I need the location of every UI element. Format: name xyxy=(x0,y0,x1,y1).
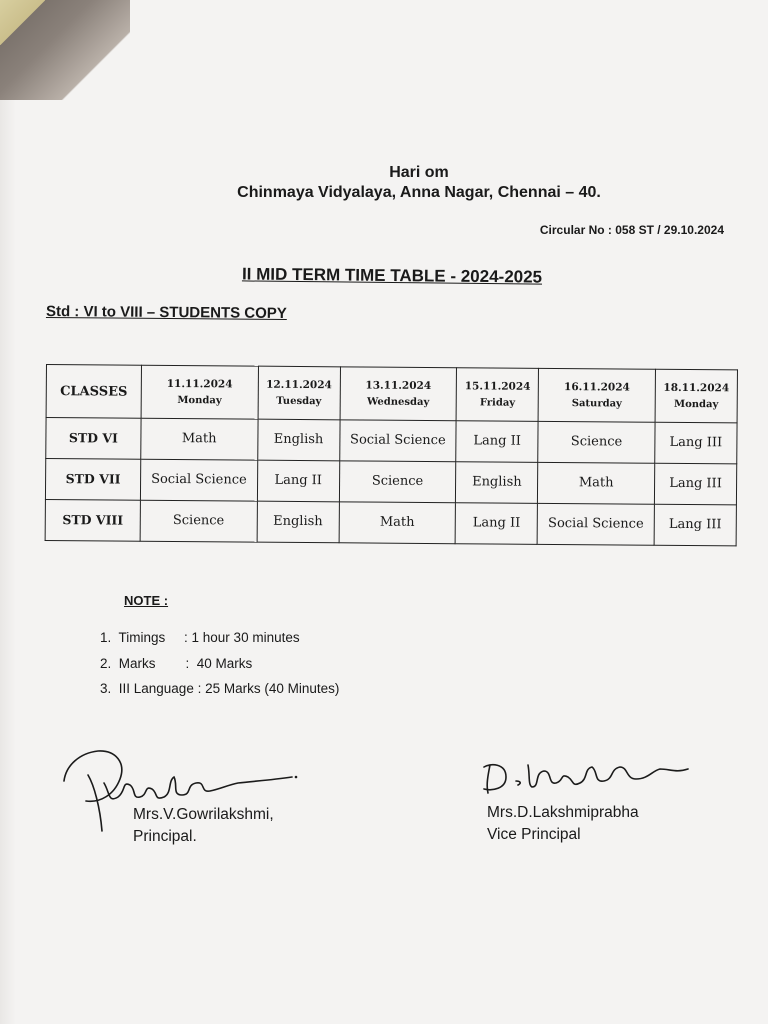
subject-cell: Social Science xyxy=(140,459,257,501)
date-header xyxy=(655,369,737,423)
subject-cell: Science xyxy=(339,461,456,503)
school-name: Chinmaya Vidyalaya, Anna Nagar, Chennai – 40. xyxy=(237,184,601,201)
vice-principal-role: Vice Principal xyxy=(487,826,581,843)
principal-role: Principal. xyxy=(133,828,197,845)
subject-cell: Social Science xyxy=(339,420,456,462)
subject-cell: English xyxy=(257,419,339,461)
subject-cell: Lang II xyxy=(455,503,537,545)
note-item: 3. III Language : 25 Marks (40 Minutes) xyxy=(100,681,340,696)
header-day: Tuesday xyxy=(276,395,322,408)
standard-line: Std : VI to VIII – STUDENTS COPY xyxy=(45,302,287,323)
note-item: 2. Marks : 40 Marks xyxy=(100,655,253,671)
subject-cell: Lang III xyxy=(654,463,736,505)
note-list xyxy=(100,625,339,702)
vice-principal-signature xyxy=(476,755,706,800)
header-date: 18.11.2024 xyxy=(663,381,730,395)
subject-cell: English xyxy=(456,462,538,504)
table-row xyxy=(45,459,736,505)
subject-cell: Science xyxy=(538,421,655,463)
header-day: Saturday xyxy=(571,398,622,410)
table-header-row xyxy=(46,365,737,423)
class-cell: STD VIII xyxy=(45,499,140,541)
date-header xyxy=(141,365,258,419)
header-date: 15.11.2024 xyxy=(464,380,531,393)
subject-cell: Science xyxy=(140,500,257,542)
page-title: II MID TERM TIME TABLE - 2024-2025 xyxy=(241,264,543,287)
note-title: NOTE : xyxy=(124,593,169,608)
header-day: Friday xyxy=(479,397,516,409)
timetable xyxy=(45,364,738,546)
date-header xyxy=(538,368,655,422)
header-date: 16.11.2024 xyxy=(564,381,630,394)
subject-cell: Math xyxy=(339,502,456,544)
subject-cell: Lang II xyxy=(456,421,538,463)
header-greeting: Hari om xyxy=(389,164,449,181)
header-date: 13.11.2024 xyxy=(365,379,432,393)
class-cell: STD VII xyxy=(45,459,140,501)
subject-cell: Math xyxy=(141,418,258,460)
header-date: 12.11.2024 xyxy=(266,378,332,392)
subject-cell: Lang II xyxy=(257,460,339,502)
principal-block xyxy=(133,804,274,848)
date-header xyxy=(456,368,538,422)
vice-principal-block xyxy=(487,802,639,846)
header-day: Monday xyxy=(177,395,222,407)
subject-cell: Social Science xyxy=(537,503,654,545)
subject-cell: Lang III xyxy=(654,504,736,546)
table-row xyxy=(46,418,737,464)
page-edge-shadow xyxy=(0,0,16,1024)
subject-cell: Math xyxy=(538,462,655,504)
circular-number: Circular No : 058 ST / 29.10.2024 xyxy=(539,223,724,237)
note-item: 1. Timings : 1 hour 30 minutes xyxy=(100,630,300,645)
table-row xyxy=(45,499,736,545)
principal-name: Mrs.V.Gowrilakshmi, xyxy=(133,806,274,823)
vice-principal-name: Mrs.D.Lakshmiprabha xyxy=(487,804,639,821)
subject-cell: English xyxy=(257,501,339,543)
class-cell: STD VI xyxy=(46,418,141,460)
header-day: Monday xyxy=(673,398,719,411)
header-day: Wednesday xyxy=(366,396,430,409)
date-header xyxy=(340,367,457,421)
date-header xyxy=(258,366,340,420)
header-date: 11.11.2024 xyxy=(166,377,233,391)
subject-cell: Lang III xyxy=(655,422,737,464)
corner-highlight xyxy=(0,0,45,45)
classes-header: CLASSES xyxy=(46,365,141,419)
